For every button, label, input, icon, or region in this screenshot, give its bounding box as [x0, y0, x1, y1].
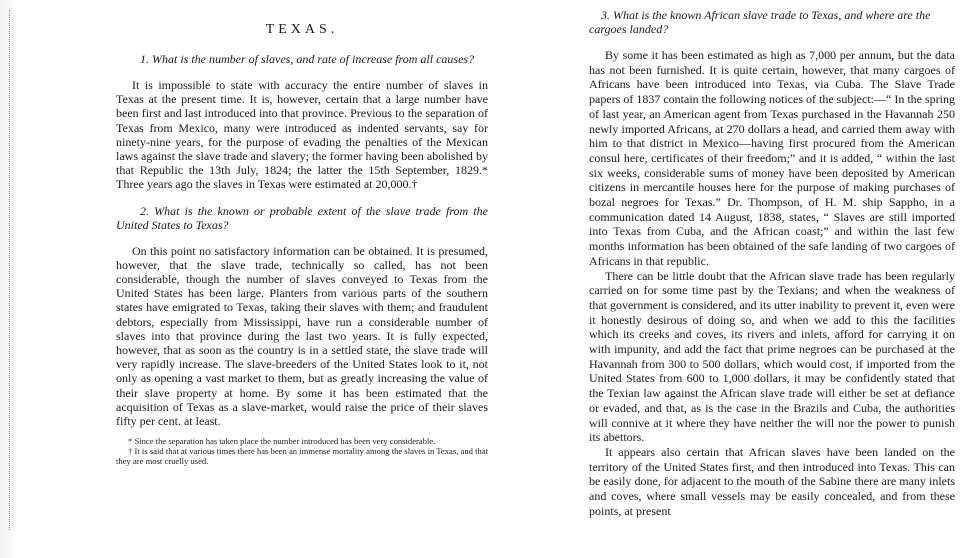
left-page — [116, 22, 488, 466]
question-1: 1. What is the number of slaves, and rate of increase from all causes? — [140, 52, 475, 66]
question-2: 2. What is the known or probable extent of the slave trade from the United States to Texas? — [116, 203, 488, 232]
paragraph-number-of-slaves: It is impossible to state with accuracy the entire number of slaves in Texas at the present time. It is, however, certain that a large number have been first and last introduced into that province. Previous to the separation of Texas from Mexico, many were introduced as indented servants, say for ninety-nine years, for the purpose of evading the penalties of the Mexican laws against the slave trade and slavery; the former having been abolished by that Republic the 13th July, 1824; the latter the 15th September, 1829.* Three years ago the slaves in Texas were estimated at 20,000.† — [116, 78, 488, 192]
question-3: 3. What is the known African slave trade to Texas, and where are the cargoes landed? — [589, 8, 931, 36]
running-title: TEXAS. — [265, 22, 339, 37]
paragraph-texian-trade: There can be little doubt that the African slave trade has been regularly carried on for some time past by the Texians; and when the weakness of that government is considered, and its utter inability to prevent it, even were it honestly desirous of doing so, and when we add to this the facilities which its creeks and coves, its rivers and inlets, afford for carrying it on with impunity, and add the fact that prime negroes can be purchased at the Havannah from 300 to 500 dollars, which would cost, if imported from the United States from 600 to 1,000 dollars, it may be confidently stated that the Texian law against the African slave trade will either be set at defiance or evaded, and that, as is the case in the Brazils and Cuba, the authorities will connive at it where they have neither the will nor the power to punish its abettors. — [589, 268, 955, 445]
paragraph-slave-trade-extent: On this point no satisfactory information can be obtained. It is presumed, however, that the slave trade, technically so called, has not been considerable, though the number of slaves conveyed to Texas from the United States has been large. Planters from various parts of the southern states have emigrated to Texas, taking their slaves with them; and fraudulent debtors, especially from Mississippi, have run a considerable number of slaves into that province during the last two years. It is fully expected, however, that as soon as the country is in a settled state, the slave trade will very rapidly increase. The slave-breeders of the United States look to it, not only as opening a vast market to them, but as greatly increasing the value of their slave property at home. By some it has been estimated that the acquisition of Texas as a slave-market, would raise the price of their slaves fifty per cent. at least. — [116, 243, 488, 429]
paragraph-landing-via-united-states: It appears also certain that African slaves have been landed on the territory of the United States first, and then introduced into Texas. This can be easily done, for adjacent to the mouth of the Sabine there are many inlets and coves, where small vessels may be easily concealed, and from these points, at present — [589, 444, 955, 518]
paragraph-african-trade-estimate: By some it has been estimated as high as 7,000 per annum, but the data has not been furnished. It is quite certain, however, that many cargoes of Africans have been introduced into Texas, via Cuba. The Slave Trade papers of 1837 contain the following notices of the subject:—“ In the spring of last year, an American agent from Texas purchased in the Havannah 250 newly imported Africans, at 270 dollars a head, and carried them away with him to that district in Mexico—having first procured from the American consul here, certificates of their freedom;” and it is added, “ within the last six weeks, considerable sums of money have been deposited by American citizens in mercantile houses here for the purpose of making purchases of bozal negroes for Texas.” Dr. Thompson, of H. M. ship Sappho, in a communication dated 14 August, 1838, states, “ Slaves are still imported into Texas from Cuba, and the African coast;” and within the last few months information has been obtained of the safe landing of two cargoes of Africans in that republic. — [589, 48, 955, 268]
footnote-mortality: † It is said that at various times there has been an immense mortality among the slaves in Texas, and that they are most cruelly used. — [116, 446, 488, 467]
book-gutter — [0, 0, 26, 558]
right-page — [589, 8, 955, 519]
footnote-separation: * Since the separation has taken place the number introduced has been very considerable. — [128, 436, 436, 447]
